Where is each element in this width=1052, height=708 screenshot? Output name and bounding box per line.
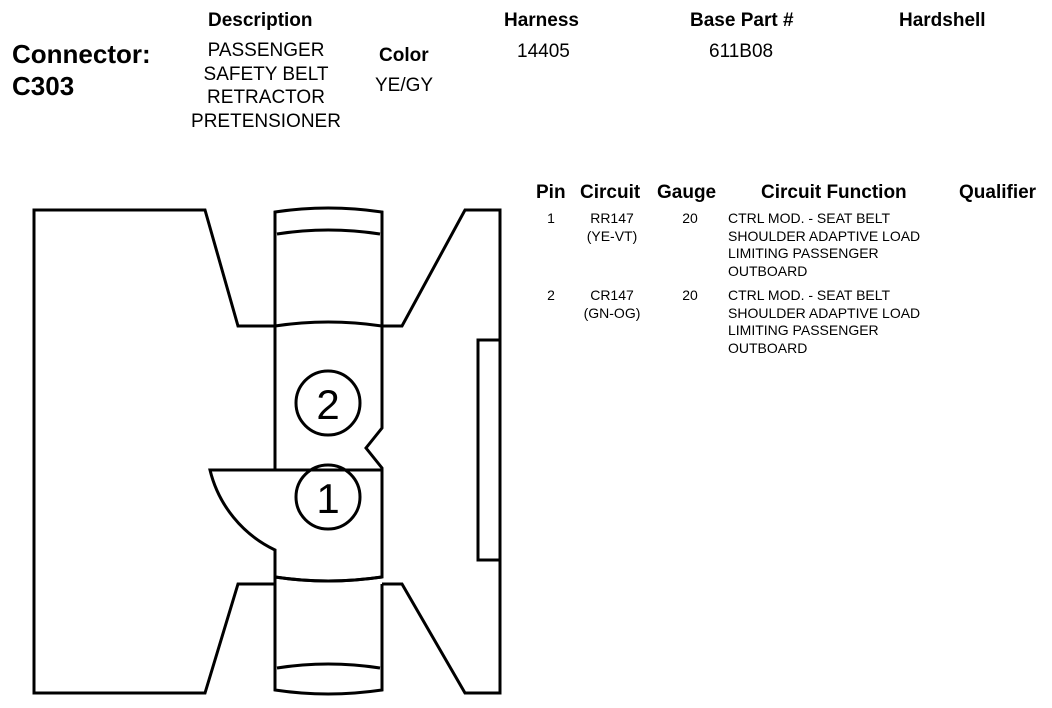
hardshell-header: Hardshell xyxy=(899,10,986,31)
harness-header: Harness xyxy=(504,10,579,31)
table-row-pin: 1 xyxy=(547,210,555,226)
function-line: SHOULDER ADAPTIVE LOAD xyxy=(728,304,921,321)
connector-key-slot xyxy=(478,340,500,560)
function-line: SHOULDER ADAPTIVE LOAD xyxy=(728,227,921,244)
circuit-number: CR147 xyxy=(590,287,634,303)
description-header: Description xyxy=(208,10,313,31)
function-line: LIMITING PASSENGER xyxy=(728,245,879,261)
description-line: PASSENGER xyxy=(207,40,325,61)
pin-column-header: Pin xyxy=(536,182,566,203)
circuit-wire-color: (YE-VT) xyxy=(586,227,638,244)
description-line: RETRACTOR xyxy=(207,87,325,108)
circuit-wire-color: (GN-OG) xyxy=(583,304,641,321)
description-line: SAFETY BELT xyxy=(203,63,329,85)
harness-value: 14405 xyxy=(517,41,570,62)
connector-center-bottom xyxy=(275,584,382,694)
table-row-gauge: 20 xyxy=(682,210,698,226)
color-label: Color xyxy=(379,45,429,66)
description-line: PRETENSIONER xyxy=(191,110,341,132)
table-row-pin: 2 xyxy=(547,287,555,303)
connector-right-housing xyxy=(382,210,500,693)
pin-1-label: 1 xyxy=(316,475,340,522)
qualifier-column-header: Qualifier xyxy=(959,182,1037,203)
gauge-column-header: Gauge xyxy=(657,182,717,203)
connector-latch-curve xyxy=(275,577,382,581)
base-part-header: Base Part # xyxy=(690,10,794,31)
connector-center-top-band xyxy=(277,230,380,234)
function-line: OUTBOARD xyxy=(728,262,808,279)
circuit-number: RR147 xyxy=(590,210,634,226)
base-part-value: 611B08 xyxy=(709,41,774,62)
function-line: CTRL MOD. - SEAT BELT xyxy=(728,287,891,303)
pin-2-label: 2 xyxy=(316,381,340,428)
connector-label: Connector: xyxy=(12,39,151,69)
function-line: CTRL MOD. - SEAT BELT xyxy=(728,210,891,226)
function-line: OUTBOARD xyxy=(728,339,808,356)
color-value: YE/GY xyxy=(375,75,434,96)
connector-id: C303 xyxy=(12,71,75,101)
circuit-function-column-header: Circuit Function xyxy=(761,182,907,203)
connector-center-middle xyxy=(275,322,382,581)
function-line: LIMITING PASSENGER xyxy=(728,322,879,338)
connector-left-housing xyxy=(34,210,275,693)
connector-center-bottom-band xyxy=(277,664,380,668)
table-row-gauge: 20 xyxy=(682,287,698,303)
connector-center-top xyxy=(275,208,382,326)
circuit-column-header: Circuit xyxy=(580,182,641,203)
